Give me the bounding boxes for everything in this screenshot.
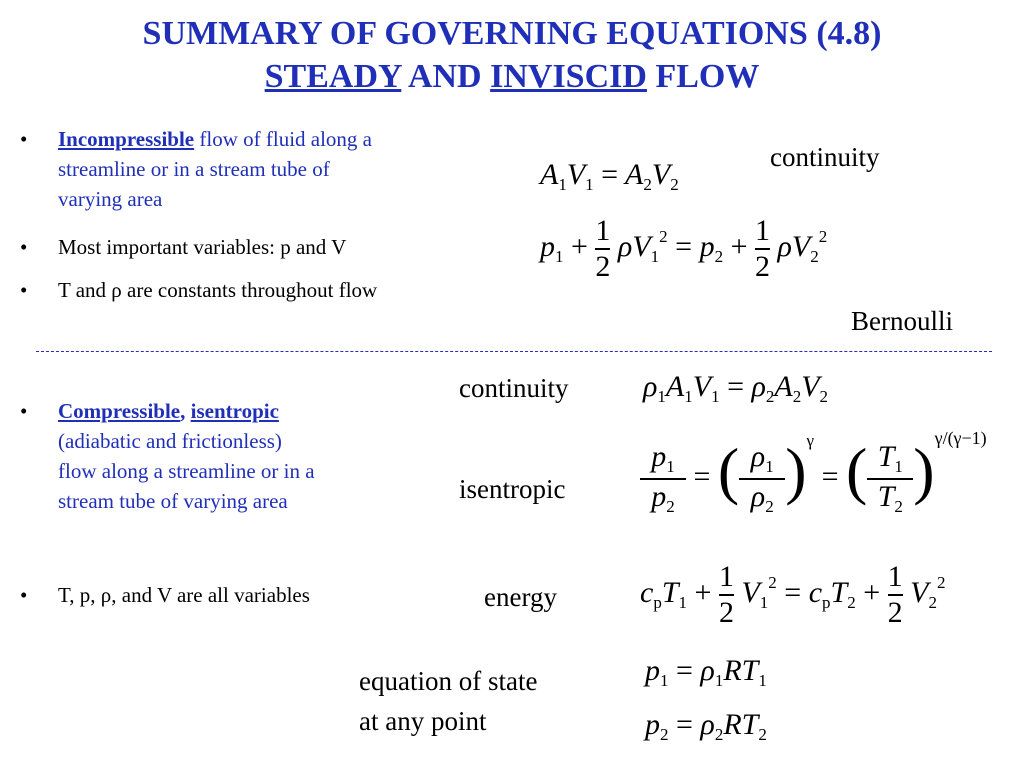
compressible-line2: (adiabatic and frictionless) [58,429,282,453]
bullet-dot: • [20,127,28,151]
important-variables-text: Most important variables: p and V [58,235,347,259]
compressible-bullets [20,396,440,626]
compressible-line3: flow along a streamline or in a [58,459,315,483]
label-energy: energy [484,582,557,612]
incompressible-line2: streamline or in a stream tube of [58,157,330,181]
constants-text: T and ρ are constants throughout flow [58,278,378,302]
label-equation-of-state: equation of state [359,666,538,696]
title-inviscid: INVISCID [490,58,647,95]
incompressible-lead: Incompressible [58,127,195,151]
slide-title-line2 [0,57,1024,97]
incompressible-line1: flow of fluid along a [199,127,372,151]
equation-isentropic: $\frac{p_1}{p_2}$ = ( $\frac{\rho_1}{\rho_2}$ )$^\gamma$ = ( $\frac{T_1}{T_2}$ )$^{\gamma/(\gamma-1)}$ [640,428,987,518]
label-isentropic: isentropic [459,474,566,504]
slide-title-line1: SUMMARY OF GOVERNING EQUATIONS (4.8) [142,15,882,52]
bullet-dot: • [20,278,28,302]
equation-state-1: $p_1 = \rho_1RT_1$ [645,654,767,690]
incompressible-line3: varying area [58,187,163,211]
equation-energy: $c_pT_1$ + $\frac{1}{2}$ $V_1^2 = c_pT_2$ + $\frac{1}{2}$ $V_2^2$ [640,560,946,629]
label-continuity-compressible: continuity [459,373,569,403]
title-flow: FLOW [655,58,760,95]
compressible-comma: , [180,399,186,423]
equation-continuity-incompressible: $A_1V_1 = A_2V_2$ [540,158,679,194]
bullet-dot: • [20,583,28,607]
title-steady: STEADY [264,58,402,95]
equation-bernoulli: $p_1$ + $\frac{1}{2}$ $\rho V_1^2 = p_2$ + $\frac{1}{2}$ $\rho V_2^2$ [540,214,828,283]
section-divider [36,351,992,352]
bullet-dot: • [20,399,28,423]
compressible-line4: stream tube of varying area [58,489,288,513]
isentropic-lead: isentropic [190,399,279,423]
title-and: AND [407,58,482,95]
compressible-lead: Compressible [58,399,181,423]
equation-continuity-compressible: $\rho_1A_1V_1 = \rho_2A_2V_2$ [643,370,829,406]
equation-state-2: $p_2 = \rho_2RT_2$ [645,708,767,744]
bullet-dot: • [20,235,28,259]
label-at-any-point: at any point [359,706,487,736]
label-bernoulli: Bernoulli [851,306,953,336]
all-variables-text: T, p, ρ, and V are all variables [58,583,310,607]
incompressible-bullets [20,124,500,324]
label-continuity-incompressible: continuity [770,142,880,172]
